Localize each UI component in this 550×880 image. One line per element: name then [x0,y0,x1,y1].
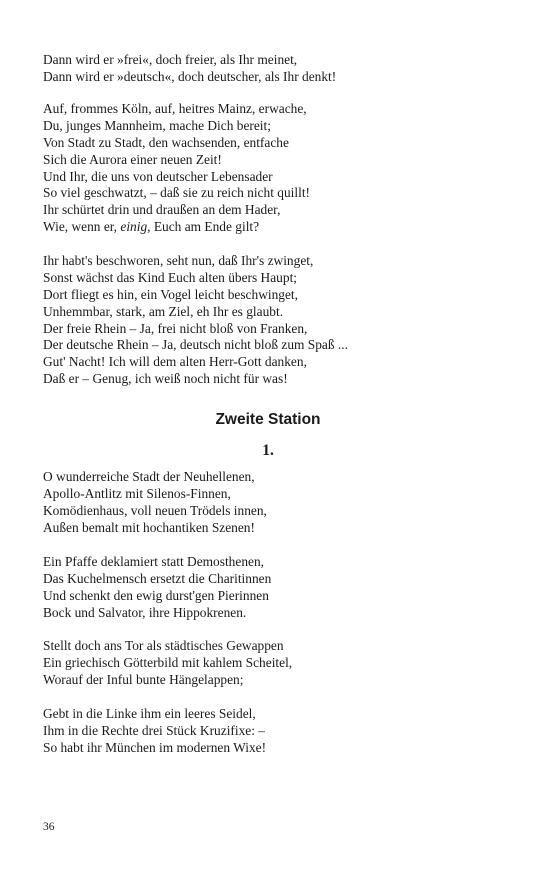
verse-line: Unhemmbar, stark, am Ziel, eh Ihr es glaubt. [43,303,284,319]
verse-fragment: Wie, wenn er, [43,219,121,235]
stanza-1 [43,52,513,86]
verse-line: So viel geschwatzt, – daß sie zu reich nicht quillt! [43,185,310,201]
verse-line: Dann wird er »frei«, doch freier, als Ihr meinet, [43,52,298,67]
verse-line: Stellt doch ans Tor als städtisches Gewappen [43,638,284,653]
verse-line: Ihr habt's beschworen, seht nun, daß Ihr's zwinget, [43,253,314,268]
stanza-2 [43,101,513,236]
verse-line: Dort fliegt es hin, ein Vogel leicht beschwinget, [43,286,298,302]
verse-line: Sich die Aurora einer neuen Zeit! [43,151,222,167]
verse-line: Und schenkt den ewig durst'gen Pierinnen [43,587,269,603]
verse-line: Bock und Salvator, ihre Hippokrenen. [43,604,247,620]
verse-line: Daß er – Genug, ich weiß noch nicht für was! [43,371,288,387]
verse-line: Von Stadt zu Stadt, den wachsenden, entfache [43,134,289,150]
verse-line: Der deutsche Rhein – Ja, deutsch nicht bloß zum Spaß ... [43,337,348,353]
verse-line: Dann wird er »deutsch«, doch deutscher, als Ihr denkt! [43,68,337,84]
verse-line: Ein griechisch Götterbild mit kahlem Scheitel, [43,654,293,670]
stanza-5 [43,554,513,622]
verse-line: Ihr schürtet drin und draußen an dem Hader, [43,202,281,218]
verse-line: Der freie Rhein – Ja, frei nicht bloß von Franken, [43,320,308,336]
verse-line: Komödienhaus, voll neuen Trödels innen, [43,502,267,518]
section-number: 1. [262,442,274,459]
italic-word: einig, [120,219,151,235]
verse-line: O wunderreiche Stadt der Neuhellenen, [43,469,255,484]
stanza-4 [43,469,513,537]
verse-line: Sonst wächst das Kind Euch alten übers Haupt; [43,269,298,285]
verse-fragment: Euch am Ende gilt? [150,219,260,235]
stanza-7 [43,706,513,757]
verse-line: Und Ihr, die uns von deutscher Lebensader [43,168,273,184]
verse-line: Gut' Nacht! Ich will dem alten Herr-Gott danken, [43,354,307,370]
verse-line: Worauf der Inful bunte Hängelappen; [43,671,244,687]
stanza-3 [43,253,513,388]
stanza-6 [43,638,513,689]
verse-line: Auf, frommes Köln, auf, heitres Mainz, erwache, [43,101,307,116]
verse-line: So habt ihr München im modernen Wixe! [43,739,267,755]
verse-line: Du, junges Mannheim, mache Dich bereit; [43,117,271,133]
verse-line: Das Kuchelmensch ersetzt die Charitinnen [43,570,272,586]
verse-line: Außen bemalt mit hochantiken Szenen! [43,519,255,535]
verse-line: Ihm in die Rechte drei Stück Kruzifixe: – [43,722,265,738]
verse-line [43,219,513,236]
page-number: 36 [43,821,55,833]
verse-line: Gebt in die Linke ihm ein leeres Seidel, [43,706,256,721]
section-title: Zweite Station [215,411,321,428]
verse-line: Apollo-Antlitz mit Silenos-Finnen, [43,485,231,501]
verse-line: Ein Pfaffe deklamiert statt Demosthenen, [43,554,265,569]
